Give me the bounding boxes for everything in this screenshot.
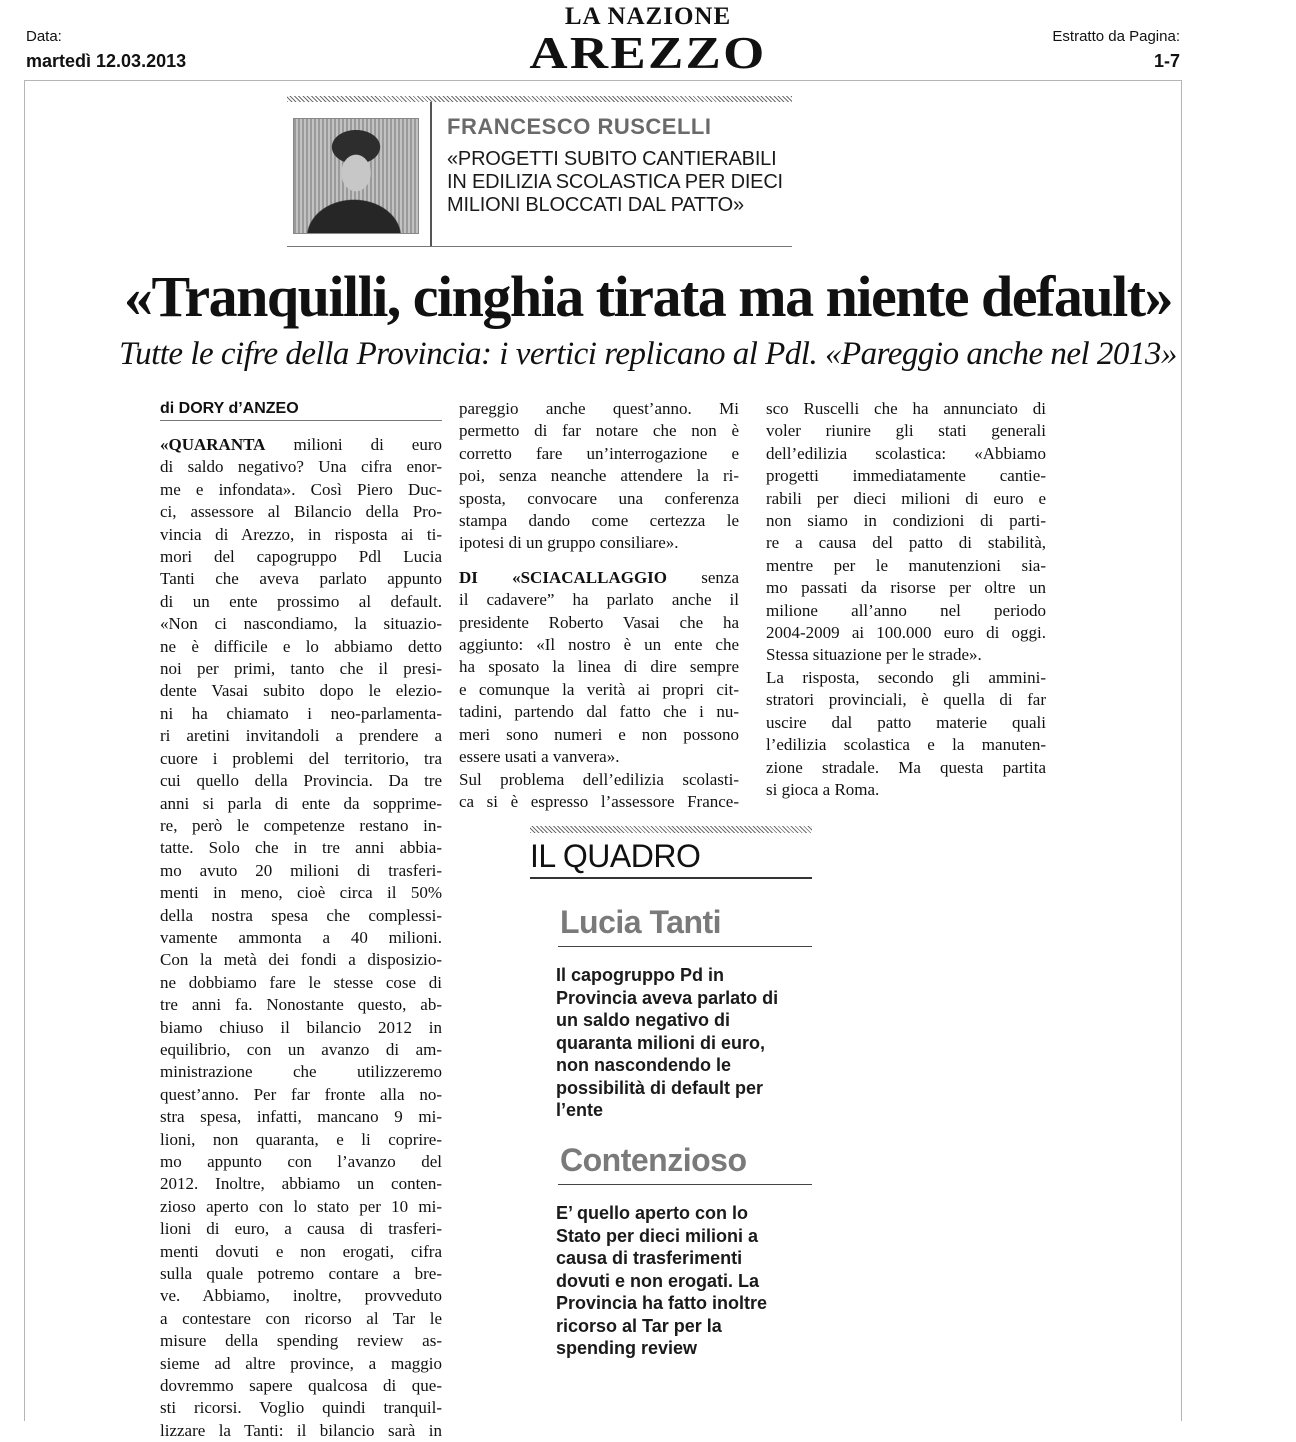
author-photo bbox=[293, 118, 419, 234]
column-line bbox=[459, 567, 739, 589]
column-line: «Non ci nascondiamo, la situazio- bbox=[160, 614, 442, 634]
column-line: essere usati a vanvera». bbox=[459, 747, 620, 767]
column-line: ministrazione che utilizzeremo bbox=[160, 1062, 442, 1082]
column-line: e comunque la verità ai propri cit- bbox=[459, 679, 739, 699]
box-text-line: dovuti e non erogati. La bbox=[556, 1270, 760, 1291]
column-line: lioni di euro, a causa di trasferi- bbox=[160, 1219, 442, 1239]
column-line: menti dovuti e non erogati, cifra bbox=[160, 1241, 442, 1261]
column-line: corretto fare un’interrogazione e bbox=[459, 443, 739, 463]
column-line: non siamo in condizioni di parti- bbox=[766, 511, 1046, 531]
column-line: mo passati da risorse per oltre un bbox=[766, 578, 1046, 598]
masthead-city: AREZZO bbox=[529, 27, 767, 78]
column-line: La risposta, secondo gli ammini- bbox=[766, 667, 1046, 687]
column-line: della nostra spesa che complessi- bbox=[160, 905, 442, 925]
column-line: lizzare la Tanti: il bilancio sarà in bbox=[160, 1420, 442, 1440]
column-line: menti in meno, cioè circa il 50% bbox=[160, 883, 442, 903]
box-text-line: l’ente bbox=[556, 1100, 604, 1120]
box-text-line: non nascondendo le bbox=[556, 1055, 732, 1075]
box-item-title: Contenzioso bbox=[560, 1142, 747, 1178]
quote-divider bbox=[430, 102, 432, 246]
column-line: re a causa del patto di stabilità, bbox=[766, 533, 1046, 553]
quote-bottom-rule bbox=[287, 246, 792, 247]
column-line: equilibrio, con un avanzo di am- bbox=[160, 1039, 442, 1059]
box-text-line: causa di trasferimenti bbox=[556, 1248, 743, 1268]
column-line: ha sposato la linea di dire sempre bbox=[459, 657, 739, 677]
lead-word: DI «SCIACALLAGGIO bbox=[459, 567, 668, 587]
box-text-line: Provincia ha fatto inoltre bbox=[556, 1293, 768, 1313]
column-line: a contestare con ricorso al Tar le bbox=[160, 1308, 442, 1328]
column-line: ri aretini invitandoli a prendere a bbox=[160, 726, 442, 746]
column-line: aggiunto: «Il nostro è un ente che bbox=[459, 635, 739, 655]
column-line: dell’edilizia scolastica: «Abbiamo bbox=[766, 443, 1046, 463]
column-line: re, però le competenze restano in- bbox=[160, 815, 442, 835]
byline: di DORY d’ANZEO bbox=[160, 400, 299, 417]
column-line: ve. Abbiamo, inoltre, provveduto bbox=[160, 1286, 442, 1306]
column-line: stratori provinciali, è quella di far bbox=[766, 690, 1046, 710]
column-line: anni si parla di ente da sopprime- bbox=[160, 793, 442, 813]
column-line: mentre per le manutenzioni sia- bbox=[766, 555, 1046, 575]
column-line: uscire dal patto materie quali bbox=[766, 712, 1046, 732]
lead-rest: senza bbox=[667, 567, 739, 587]
column-line: zioso aperto con lo stato per 10 mi- bbox=[160, 1196, 442, 1216]
box-top-rule bbox=[530, 826, 812, 833]
column-line: quest’anno. Per far fronte alla no- bbox=[160, 1084, 442, 1104]
column-line: cui quello della Provincia. Da tre bbox=[160, 771, 442, 791]
article-column-2 bbox=[459, 398, 739, 813]
article-column-1 bbox=[160, 434, 442, 1442]
column-line: l’edilizia scolastica e la manuten- bbox=[766, 735, 1046, 755]
column-line: misure della spending review as- bbox=[160, 1331, 442, 1351]
quote-line: MILIONI BLOCCATI DAL PATTO» bbox=[447, 194, 744, 216]
column-line: vincia di Arezzo, in risposta ai ti- bbox=[160, 524, 442, 544]
box-item-rule bbox=[558, 1184, 812, 1185]
column-line: mo avuto 20 milioni di trasferi- bbox=[160, 860, 442, 880]
column-line: Sul problema dell’edilizia scolasti- bbox=[459, 769, 739, 789]
column-line: rabili per dieci milioni di euro e bbox=[766, 488, 1046, 508]
box-text-line: ricorso al Tar per la bbox=[556, 1315, 722, 1336]
column-line: tre anni fa. Nonostante questo, ab- bbox=[160, 995, 442, 1015]
column-line: me e infondata». Così Piero Duc- bbox=[160, 479, 442, 499]
subheadline: Tutte le cifre della Provincia: i vertici replicano al Pdl. «Pareggio anche nel 2013» bbox=[119, 336, 1177, 372]
column-line: ni ha chiamato i neo-parlamenta- bbox=[160, 703, 442, 723]
column-line: sti ricorsi. Voglio quindi tranquil- bbox=[160, 1398, 442, 1418]
box-text-line: Stato per dieci milioni a bbox=[556, 1225, 759, 1246]
date-label: Data: bbox=[26, 28, 62, 45]
column-line: dovremmo sapere qualcosa di que- bbox=[160, 1376, 442, 1396]
box-text-line: spending review bbox=[556, 1338, 698, 1358]
quote-author: FRANCESCO RUSCELLI bbox=[447, 114, 712, 139]
page-label: Estratto da Pagina: bbox=[1052, 28, 1180, 45]
column-line: sieme ad altre province, a maggio bbox=[160, 1353, 442, 1373]
paragraph-gap bbox=[459, 555, 739, 567]
column-line: pareggio anche quest’anno. Mi bbox=[459, 399, 739, 418]
column-line: 2004-2009 ai 100.000 euro di oggi. bbox=[766, 623, 1046, 643]
column-line: di un ente prossimo al default. bbox=[160, 591, 442, 611]
column-line: mori del capogruppo Pdl Lucia bbox=[160, 547, 442, 567]
article-column-3 bbox=[766, 398, 1046, 801]
lead-word: «QUARANTA bbox=[160, 435, 266, 454]
column-line: ne dobbiamo fare le stesse cose di bbox=[160, 972, 442, 992]
column-line: permetto di far notare che non è bbox=[459, 421, 739, 441]
column-line: zione stradale. Ma questa partita bbox=[766, 757, 1046, 777]
box-text-line: un saldo negativo di bbox=[556, 1010, 731, 1030]
box-text-line: E’ quello aperto con lo bbox=[556, 1203, 749, 1223]
box-text-line: quaranta milioni di euro, bbox=[556, 1032, 766, 1053]
column-line: sco Ruscelli che ha annunciato di bbox=[766, 399, 1046, 418]
quote-text bbox=[447, 148, 787, 217]
date-value: martedì 12.03.2013 bbox=[26, 51, 187, 71]
column-line: tatte. Solo che in tre anni abbia- bbox=[160, 838, 442, 858]
box-item-text bbox=[556, 1202, 812, 1360]
quote-top-rule bbox=[287, 96, 792, 102]
masthead-title: LA NAZIONE bbox=[564, 3, 732, 30]
column-line: ca si è espresso l’assessore France- bbox=[459, 791, 739, 811]
column-line: ne è difficile e lo abbiamo detto bbox=[160, 636, 442, 656]
column-line: ipotesi di un gruppo consiliare». bbox=[459, 533, 679, 553]
column-line: dente Vasai subito dopo le elezio- bbox=[160, 681, 442, 701]
box-title: IL QUADRO bbox=[530, 838, 701, 874]
box-item-title: Lucia Tanti bbox=[560, 904, 722, 940]
column-line: il cadavere” ha parlato anche il bbox=[459, 590, 739, 610]
column-line bbox=[160, 434, 442, 456]
column-line: cuore i problemi del territorio, tra bbox=[160, 748, 442, 768]
column-line: stra spesa, infatti, mancano 9 mi- bbox=[160, 1107, 442, 1127]
column-line: di saldo negativo? Una cifra enor- bbox=[160, 457, 442, 477]
column-line: biamo chiuso il bilancio 2012 in bbox=[160, 1017, 442, 1037]
column-line: Con la metà dei fondi a disposizio- bbox=[160, 950, 442, 970]
box-text-line: Provincia aveva parlato di bbox=[556, 987, 779, 1008]
column-line: 2012. Inoltre, abbiamo un conten- bbox=[160, 1174, 442, 1194]
column-line: Tanti che aveva parlato appunto bbox=[160, 569, 442, 589]
column-line: meri sono numeri e non possono bbox=[459, 724, 739, 744]
byline-rule bbox=[160, 420, 442, 421]
column-line: progetti immediatamente cantie- bbox=[766, 466, 1046, 486]
box-text-line: Il capogruppo Pd in bbox=[556, 965, 724, 985]
box-item-text bbox=[556, 964, 812, 1122]
column-line: mo appunto con l’avanzo del bbox=[160, 1152, 442, 1171]
column-line: Stessa situazione per le strade». bbox=[766, 645, 982, 665]
column-line: lioni, non quaranta, e li coprire- bbox=[160, 1129, 442, 1149]
column-line: stampa dando come certezza le bbox=[459, 511, 739, 531]
column-line: noi per primi, tanto che il presi- bbox=[160, 659, 442, 679]
column-line: voler riunire gli stati generali bbox=[766, 421, 1046, 441]
column-line: sposta, convocare una conferenza bbox=[459, 488, 739, 508]
quote-line: IN EDILIZIA SCOLASTICA PER DIECI bbox=[447, 171, 783, 193]
box-item-rule bbox=[558, 946, 812, 947]
column-line: ci, assessore al Bilancio della Pro- bbox=[160, 502, 442, 522]
column-line: sulla quale potremo contare a bre- bbox=[160, 1264, 442, 1284]
box-title-rule bbox=[530, 877, 812, 879]
column-line: milione all’anno nel periodo bbox=[766, 600, 1046, 620]
column-line: si gioca a Roma. bbox=[766, 779, 880, 799]
column-line: vamente ammonta a 40 milioni. bbox=[160, 927, 442, 947]
quote-line: «PROGETTI SUBITO CANTIERABILI bbox=[447, 148, 777, 170]
headline: «Tranquilli, cinghia tirata ma niente default» bbox=[123, 264, 1173, 329]
column-line: presidente Roberto Vasai che ha bbox=[459, 612, 739, 632]
column-line: tadini, partendo dal fatto che i nu- bbox=[459, 702, 739, 722]
lead-rest: milioni di euro bbox=[293, 435, 443, 454]
column-line: poi, senza neanche attendere la ri- bbox=[459, 466, 739, 486]
page-value: 1-7 bbox=[1153, 51, 1180, 71]
box-text-line: possibilità di default per bbox=[556, 1077, 764, 1098]
